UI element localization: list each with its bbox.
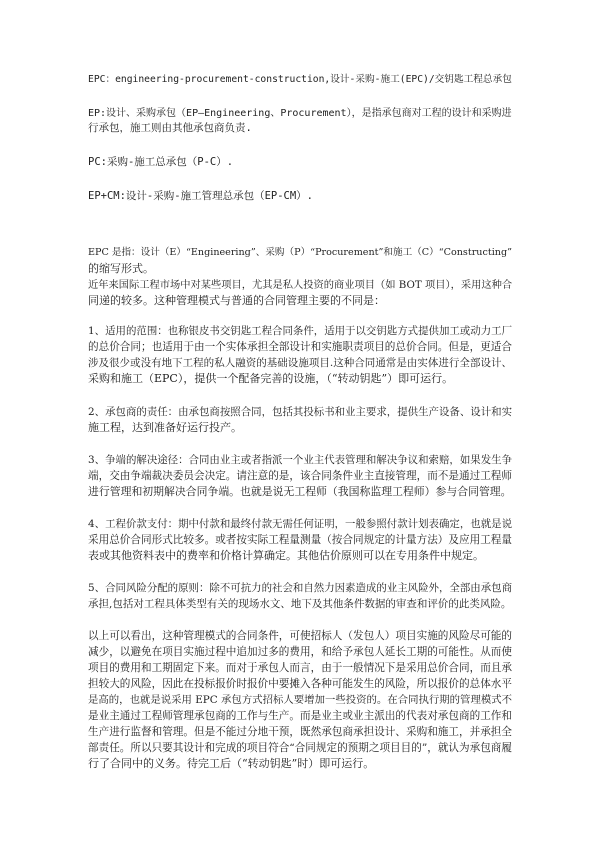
item-2-line-2: 施工程，达到准备好运行投产。 — [88, 421, 242, 434]
item-1-line-4: 采购和施工（EPC），提供一个配备完善的设施，（“转动钥匙”）即可运行。 — [88, 372, 454, 385]
item-4-line-1: 4、工程价款支付：期中付款和最终付款无需任何证明，一般参照付款计划表确定，也就是说 — [88, 518, 512, 530]
intro-line-2: 的缩写形式。 — [88, 262, 154, 275]
summary-line-2: 减少，以避免在项目实施过程中追加过多的费用，和给予承包人延长工期的可能性。从而使 — [88, 646, 512, 658]
intro-line-1: EPC 是指：设计（E）“Engineering”、采购（P）“Procurement”和施工（C）“Constructing” — [88, 247, 512, 258]
item-5-line-2: 承担,包括对工程具体类型有关的现场水文、地下及其他条件数据的审查和评价的此类风险。 — [88, 598, 512, 610]
intro-line-4: 同递的较多。这种管理模式与普通的合同管理主要的不同是： — [88, 294, 385, 307]
item-3-line-1: 3、争端的解决途径：合同由业主或者指派一个业主代表管理和解决争议和索赔，如果发生争 — [88, 454, 512, 466]
summary-line-8: 部责任。所以只要其设计和完成的项目符合“合同规定的预期之项目目的”，就认为承包商履 — [88, 742, 512, 754]
summary-line-1: 以上可以看出，这种管理模式的合同条件，可使招标人（发包人）项目实施的风险尽可能的 — [88, 630, 512, 642]
epc-definition: EPC：engineering-procurement-construction,设计-采购-施工(EPC)/交钥匙工程总承包 — [88, 74, 512, 85]
item-2-line-1: 2、承包商的责任：由承包商按照合同，包括其投标书和业主要求，提供生产设备、设计和实 — [88, 406, 512, 418]
summary-line-6: 是业主通过工程师管理承包商的工作与生产。而是业主或业主派出的代表对承包商的工作和 — [88, 710, 512, 722]
summary-line-5: 是高的，也就是说采用 EPC 承包方式招标人要增加一些投资的。在合同执行期的管理模式不 — [88, 694, 512, 706]
item-1-line-2: 的总价合同；也适用于由一个实体承担全部设计和实施职责项目的总价合同。但是，更适合 — [88, 341, 512, 353]
ep-definition-line-2: 行承包，施工则由其他承包商负责. — [88, 122, 252, 134]
pc-definition: PC:采购-施工总承包（P-C）. — [88, 156, 234, 168]
item-4-line-3: 表或其他资料表中的费率和价格计算确定。其他估价原则可以在专用条件中规定。 — [88, 549, 484, 562]
summary-line-9: 行了合同中的义务。待完工后（“转动钥匙”时）即可运行。 — [88, 757, 375, 770]
summary-line-3: 项目的费用和工期固定下来。而对于承包人而言，由于一般情况下是采用总价合同，而且承 — [88, 662, 512, 674]
summary-line-4: 担较大的风险，因此在投标报价时报价中要摊入各种可能发生的风险，所以报价的总体水平 — [88, 678, 512, 690]
epcm-definition: EP+CM:设计-采购-施工管理总承包（EP-CM）. — [88, 190, 314, 202]
item-1-line-1: 1、适用的范围：也称银皮书交钥匙工程合同条件，适用于以交钥匙方式提供加工或动力工厂 — [88, 325, 512, 337]
summary-line-7: 生产进行监督和管理。但是不能过分地干预，既然承包商承担设计、采购和施工，并承担全 — [88, 726, 512, 738]
item-5-line-1: 5、合同风险分配的原则：除不可抗力的社会和自然力因素造成的业主风险外，全部由承包商 — [88, 582, 512, 594]
item-4-line-2: 采用总价合同形式比较多。或者按实际工程量测量（按合同规定的计量方法）及应用工程量 — [88, 534, 512, 546]
item-3-line-2: 端，交由争端裁决委员会决定。请注意的是，该合同条件业主直接管理，而不是通过工程师 — [88, 470, 512, 482]
item-1-line-3: 涉及很少或没有地下工程的私人融资的基础设施项目.这种合同通常是由实体进行全部设计、 — [88, 357, 512, 369]
ep-definition-line-1: EP:设计、采购承包（EP—Engineering、Procurement），是指承包商对工程的设计和采购进 — [88, 108, 512, 119]
item-3-line-3: 进行管理和初期解决合同争端。也就是说无工程师（我国称监理工程师）参与合同管理。 — [88, 485, 512, 498]
intro-line-3: 近年来国际工程市场中对某些项目，尤其是私人投资的商业项目（如 BOT 项目），采用这种合 — [88, 279, 513, 291]
